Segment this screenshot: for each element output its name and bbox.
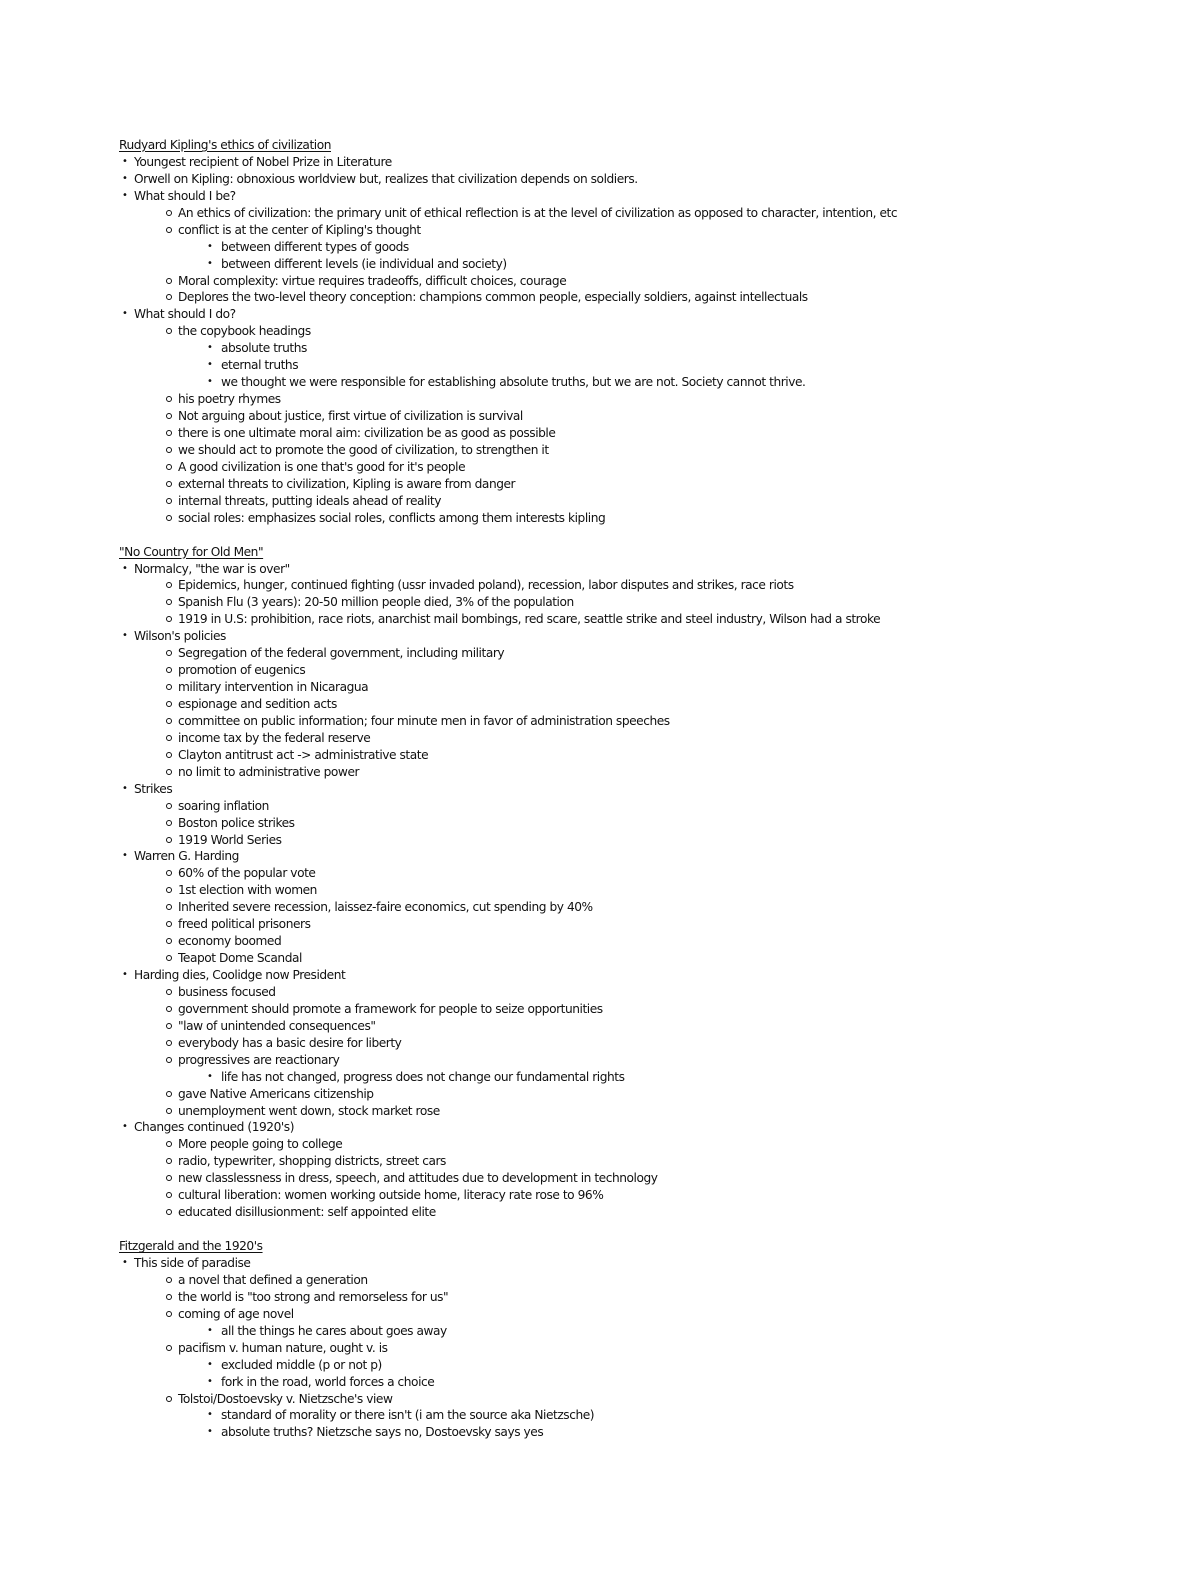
outline-item-level-2	[0, 662, 1200, 679]
outline-item-text: eternal truths	[221, 358, 299, 373]
outline-item-level-2	[0, 798, 1200, 815]
hollow-circle-bullet-icon	[166, 1108, 172, 1114]
outline-item-text: everybody has a basic desire for liberty	[178, 1035, 402, 1050]
outline-item-level-3	[0, 340, 1200, 357]
bullet-icon: •	[122, 630, 128, 642]
bullet-icon: •	[207, 376, 213, 388]
hollow-circle-bullet-icon	[166, 328, 172, 334]
outline-item-text: there is one ultimate moral aim: civilization be as good as possible	[178, 425, 556, 440]
outline-item-text: Epidemics, hunger, continued fighting (ussr invaded poland), recession, labor disputes and strikes, race riots	[178, 578, 794, 593]
outline-item-level-2	[0, 645, 1200, 662]
hollow-circle-bullet-icon	[166, 752, 172, 758]
outline-item-level-2	[0, 273, 1200, 290]
bullet-icon: •	[122, 562, 128, 574]
outline-item-text: soaring inflation	[178, 798, 269, 813]
hollow-circle-bullet-icon	[166, 1396, 172, 1402]
hollow-circle-bullet-icon	[166, 396, 172, 402]
outline-item-text: promotion of eugenics	[178, 663, 306, 678]
outline-item-text: Segregation of the federal government, including military	[178, 646, 505, 661]
hollow-circle-bullet-icon	[166, 1006, 172, 1012]
hollow-circle-bullet-icon	[166, 989, 172, 995]
outline-item-level-3	[0, 1069, 1200, 1086]
outline-item-level-2	[0, 713, 1200, 730]
outline-item-level-3	[0, 239, 1200, 256]
outline-item-text: between different types of goods	[221, 239, 409, 254]
outline-item-text: Strikes	[134, 781, 173, 796]
outline-item-text: we thought we were responsible for establishing absolute truths, but we are not. Society cannot thrive.	[221, 375, 806, 390]
section-heading: Fitzgerald and the 1920's	[119, 1239, 263, 1254]
outline-item-level-2	[0, 764, 1200, 781]
outline-item-text: Warren G. Harding	[134, 849, 239, 864]
outline-item-level-2	[0, 1170, 1200, 1187]
hollow-circle-bullet-icon	[166, 870, 172, 876]
outline-item-text: educated disillusionment: self appointed elite	[178, 1205, 436, 1220]
bullet-icon: •	[122, 850, 128, 862]
outline-item-level-1	[0, 306, 1200, 323]
outline-item-text: 1919 in U.S: prohibition, race riots, anarchist mail bombings, red scare, seattle strike and steel industry, Wilson had a stroke	[178, 612, 881, 627]
bullet-icon: •	[207, 257, 213, 269]
hollow-circle-bullet-icon	[166, 227, 172, 233]
outline-item-text: committee on public information; four minute men in favor of administration speeches	[178, 713, 670, 728]
outline-item-text: cultural liberation: women working outside home, literacy rate rose to 96%	[178, 1188, 604, 1203]
outline-item-level-2	[0, 493, 1200, 510]
outline-item-level-2	[0, 984, 1200, 1001]
outline-item-text: freed political prisoners	[178, 917, 311, 932]
hollow-circle-bullet-icon	[166, 616, 172, 622]
outline-item-text: income tax by the federal reserve	[178, 730, 371, 745]
outline-item-level-2	[0, 933, 1200, 950]
outline-item-level-2	[0, 1103, 1200, 1120]
hollow-circle-bullet-icon	[166, 735, 172, 741]
bullet-icon: •	[207, 1324, 213, 1336]
outline-item-text: espionage and sedition acts	[178, 697, 337, 711]
outline-item-level-2	[0, 882, 1200, 899]
outline-item-text: 1st election with women	[178, 883, 317, 898]
outline-item-level-2	[0, 323, 1200, 340]
outline-item-level-3	[0, 374, 1200, 391]
bullet-icon: •	[207, 240, 213, 252]
outline-item-level-2	[0, 1052, 1200, 1069]
outline-item-text: government should promote a framework for people to seize opportunities	[178, 1001, 603, 1016]
outline-item-text: What should I do?	[134, 307, 236, 322]
outline-item-level-2	[0, 289, 1200, 306]
outline-item-text: Orwell on Kipling: obnoxious worldview but, realizes that civilization depends on soldiers.	[134, 171, 638, 186]
outline-item-text: "law of unintended consequences"	[178, 1018, 376, 1033]
outline-item-text: life has not changed, progress does not change our fundamental rights	[221, 1069, 625, 1084]
hollow-circle-bullet-icon	[166, 447, 172, 453]
hollow-circle-bullet-icon	[166, 1057, 172, 1063]
outline-item-text: Clayton antitrust act -> administrative state	[178, 747, 429, 762]
outline-item-level-2	[0, 611, 1200, 628]
outline-item-text: What should I be?	[134, 188, 236, 203]
outline-item-level-2	[0, 1204, 1200, 1221]
outline-item-text: internal threats, putting ideals ahead of reality	[178, 493, 441, 508]
outline-item-text: all the things he cares about goes away	[221, 1323, 447, 1338]
outline-item-text: progressives are reactionary	[178, 1052, 340, 1067]
bullet-icon: •	[122, 969, 128, 980]
hollow-circle-bullet-icon	[166, 650, 172, 656]
outline-item-text: we should act to promote the good of civilization, to strengthen it	[178, 442, 549, 457]
outline-item-text: unemployment went down, stock market rose	[178, 1103, 440, 1118]
bullet-icon: •	[207, 1409, 213, 1421]
outline-item-level-2	[0, 459, 1200, 476]
outline-item-text: military intervention in Nicaragua	[178, 680, 369, 695]
outline-item-text: fork in the road, world forces a choice	[221, 1374, 435, 1389]
outline-item-text: the world is "too strong and remorseless for us"	[178, 1289, 449, 1304]
outline-item-level-2	[0, 865, 1200, 882]
outline-item-text: Spanish Flu (3 years): 20-50 million people died, 3% of the population	[178, 595, 574, 610]
outline-item-text: economy boomed	[178, 934, 282, 949]
hollow-circle-bullet-icon	[166, 769, 172, 775]
outline-item-text: Boston police strikes	[178, 815, 295, 830]
hollow-circle-bullet-icon	[166, 1311, 172, 1317]
outline-item-text: standard of morality or there isn't (i am the source aka Nietzsche)	[221, 1408, 595, 1423]
outline-item-text: Normalcy, "the war is over"	[134, 561, 290, 576]
hollow-circle-bullet-icon	[166, 294, 172, 300]
outline-item-level-1	[0, 171, 1200, 188]
outline-item-level-2	[0, 1272, 1200, 1289]
bullet-icon: •	[122, 189, 128, 201]
outline-item-level-2	[0, 425, 1200, 442]
hollow-circle-bullet-icon	[166, 1209, 172, 1215]
outline-item-text: Inherited severe recession, laissez-faire economics, cut spending by 40%	[178, 900, 593, 915]
hollow-circle-bullet-icon	[166, 430, 172, 436]
section-spacer	[0, 1221, 1200, 1238]
outline-item-text: Tolstoi/Dostoevsky v. Nietzsche's view	[178, 1391, 393, 1406]
outline-item-text: a novel that defined a generation	[178, 1272, 368, 1287]
bullet-icon: •	[207, 1426, 213, 1438]
outline-item-text: Teapot Dome Scandal	[178, 951, 302, 966]
outline-item-level-2	[0, 899, 1200, 916]
hollow-circle-bullet-icon	[166, 1345, 172, 1351]
outline-item-level-1	[0, 848, 1200, 865]
outline-item-level-2	[0, 391, 1200, 408]
outline-item-text: This side of paradise	[134, 1256, 251, 1270]
outline-item-level-1	[0, 1119, 1200, 1136]
outline-item-level-2	[0, 476, 1200, 493]
outline-item-level-1	[0, 561, 1200, 578]
outline-item-level-1	[0, 628, 1200, 645]
outline-item-level-2	[0, 1306, 1200, 1323]
outline-item-level-2	[0, 679, 1200, 696]
bullet-icon: •	[207, 1358, 213, 1370]
outline-item-text: absolute truths? Nietzsche says no, Dostoevsky says yes	[221, 1425, 544, 1440]
hollow-circle-bullet-icon	[166, 887, 172, 893]
outline-item-level-3	[0, 256, 1200, 273]
outline-item-level-2	[0, 205, 1200, 222]
hollow-circle-bullet-icon	[166, 1040, 172, 1046]
hollow-circle-bullet-icon	[166, 1023, 172, 1029]
outline-item-text: 60% of the popular vote	[178, 866, 316, 881]
outline-item-text: More people going to college	[178, 1137, 343, 1152]
bullet-icon: •	[122, 782, 128, 794]
outline-item-level-2	[0, 1136, 1200, 1153]
hollow-circle-bullet-icon	[166, 684, 172, 690]
section-spacer	[0, 527, 1200, 544]
hollow-circle-bullet-icon	[166, 413, 172, 419]
outline-item-level-3	[0, 1374, 1200, 1391]
outline-item-text: the copybook headings	[178, 324, 311, 339]
outline-item-level-2	[0, 1391, 1200, 1408]
outline-item-text: Moral complexity: virtue requires tradeoffs, difficult choices, courage	[178, 273, 567, 288]
outline-item-text: Harding dies, Coolidge now President	[134, 968, 346, 982]
hollow-circle-bullet-icon	[166, 1091, 172, 1097]
outline-item-text: Not arguing about justice, first virtue of civilization is survival	[178, 409, 523, 423]
outline-item-level-2	[0, 1289, 1200, 1306]
outline-item-level-2	[0, 730, 1200, 747]
bullet-icon: •	[207, 359, 213, 371]
outline-item-level-2	[0, 594, 1200, 611]
outline-item-text: A good civilization is one that's good for it's people	[178, 459, 466, 474]
outline-item-text: conflict is at the center of Kipling's thought	[178, 222, 421, 237]
hollow-circle-bullet-icon	[166, 921, 172, 927]
hollow-circle-bullet-icon	[166, 1158, 172, 1164]
outline-item-level-2	[0, 1018, 1200, 1035]
outline-item-level-2	[0, 747, 1200, 764]
outline-item-text: external threats to civilization, Kipling is aware from danger	[178, 476, 516, 491]
hollow-circle-bullet-icon	[166, 820, 172, 826]
outline-item-level-1	[0, 781, 1200, 798]
outline-item-level-2	[0, 1340, 1200, 1357]
outline-item-text: business focused	[178, 984, 276, 999]
hollow-circle-bullet-icon	[166, 667, 172, 673]
bullet-icon: •	[122, 308, 128, 320]
outline-item-level-2	[0, 1086, 1200, 1103]
outline-item-text: Changes continued (1920's)	[134, 1120, 295, 1135]
hollow-circle-bullet-icon	[166, 803, 172, 809]
hollow-circle-bullet-icon	[166, 278, 172, 284]
hollow-circle-bullet-icon	[166, 515, 172, 521]
hollow-circle-bullet-icon	[166, 718, 172, 724]
bullet-icon: •	[122, 1257, 128, 1268]
outline-item-text: coming of age novel	[178, 1306, 294, 1321]
hollow-circle-bullet-icon	[166, 938, 172, 944]
hollow-circle-bullet-icon	[166, 498, 172, 504]
hollow-circle-bullet-icon	[166, 955, 172, 961]
outline-item-text: radio, typewriter, shopping districts, street cars	[178, 1154, 446, 1169]
bullet-icon: •	[207, 1070, 213, 1082]
hollow-circle-bullet-icon	[166, 582, 172, 588]
hollow-circle-bullet-icon	[166, 837, 172, 843]
hollow-circle-bullet-icon	[166, 904, 172, 910]
outline-item-text: Deplores the two-level theory conception: champions common people, especially soldiers, against intellectuals	[178, 290, 808, 305]
hollow-circle-bullet-icon	[166, 599, 172, 605]
outline-item-level-2	[0, 577, 1200, 594]
outline-item-text: social roles: emphasizes social roles, conflicts among them interests kipling	[178, 510, 606, 525]
outline-item-level-2	[0, 1187, 1200, 1204]
outline-item-level-1	[0, 1255, 1200, 1272]
hollow-circle-bullet-icon	[166, 1141, 172, 1147]
bullet-icon: •	[207, 1375, 213, 1387]
hollow-circle-bullet-icon	[166, 1175, 172, 1181]
outline-item-level-2	[0, 1153, 1200, 1170]
outline-item-level-1	[0, 188, 1200, 205]
outline-item-text: between different levels (ie individual and society)	[221, 256, 507, 271]
hollow-circle-bullet-icon	[166, 464, 172, 470]
outline-item-level-2	[0, 442, 1200, 459]
bullet-icon: •	[122, 1121, 128, 1133]
outline-item-text: no limit to administrative power	[178, 764, 360, 779]
outline-item-text: pacifism v. human nature, ought v. is	[178, 1340, 388, 1355]
document-page	[0, 137, 1200, 1441]
outline-item-text: excluded middle (p or not p)	[221, 1357, 382, 1372]
outline-item-level-3	[0, 1407, 1200, 1424]
outline-item-level-1	[0, 967, 1200, 984]
outline-item-level-2	[0, 222, 1200, 239]
hollow-circle-bullet-icon	[166, 481, 172, 487]
outline-item-level-2	[0, 950, 1200, 967]
hollow-circle-bullet-icon	[166, 1277, 172, 1283]
bullet-icon: •	[122, 155, 128, 167]
outline-item-text: Wilson's policies	[134, 629, 226, 644]
outline-item-level-2	[0, 408, 1200, 425]
outline-item-level-2	[0, 916, 1200, 933]
outline-item-level-2	[0, 1001, 1200, 1018]
outline-item-text: 1919 World Series	[178, 832, 282, 847]
hollow-circle-bullet-icon	[166, 1192, 172, 1198]
outline-item-level-3	[0, 1357, 1200, 1374]
outline-item-level-3	[0, 1323, 1200, 1340]
outline-item-text: gave Native Americans citizenship	[178, 1086, 374, 1101]
hollow-circle-bullet-icon	[166, 701, 172, 707]
outline-item-text: An ethics of civilization: the primary unit of ethical reflection is at the level of civilization as opposed to character, intention, etc	[178, 205, 898, 220]
outline-item-text: new classlessness in dress, speech, and attitudes due to development in technology	[178, 1171, 658, 1186]
section-heading: Rudyard Kipling's ethics of civilization	[119, 138, 331, 152]
hollow-circle-bullet-icon	[166, 210, 172, 216]
hollow-circle-bullet-icon	[166, 1294, 172, 1300]
outline-item-level-2	[0, 1035, 1200, 1052]
bullet-icon: •	[122, 172, 128, 184]
outline-item-level-2	[0, 510, 1200, 527]
section-heading: "No Country for Old Men"	[119, 544, 264, 559]
outline-item-text: Youngest recipient of Nobel Prize in Literature	[134, 154, 392, 169]
outline-item-level-3	[0, 1424, 1200, 1441]
bullet-icon: •	[207, 342, 213, 354]
outline-item-level-2	[0, 832, 1200, 849]
outline-item-level-3	[0, 357, 1200, 374]
outline-item-text: absolute truths	[221, 341, 307, 356]
outline-item-level-1	[0, 154, 1200, 171]
outline-item-level-2	[0, 696, 1200, 713]
outline-item-level-2	[0, 815, 1200, 832]
outline-item-text: his poetry rhymes	[178, 392, 281, 407]
